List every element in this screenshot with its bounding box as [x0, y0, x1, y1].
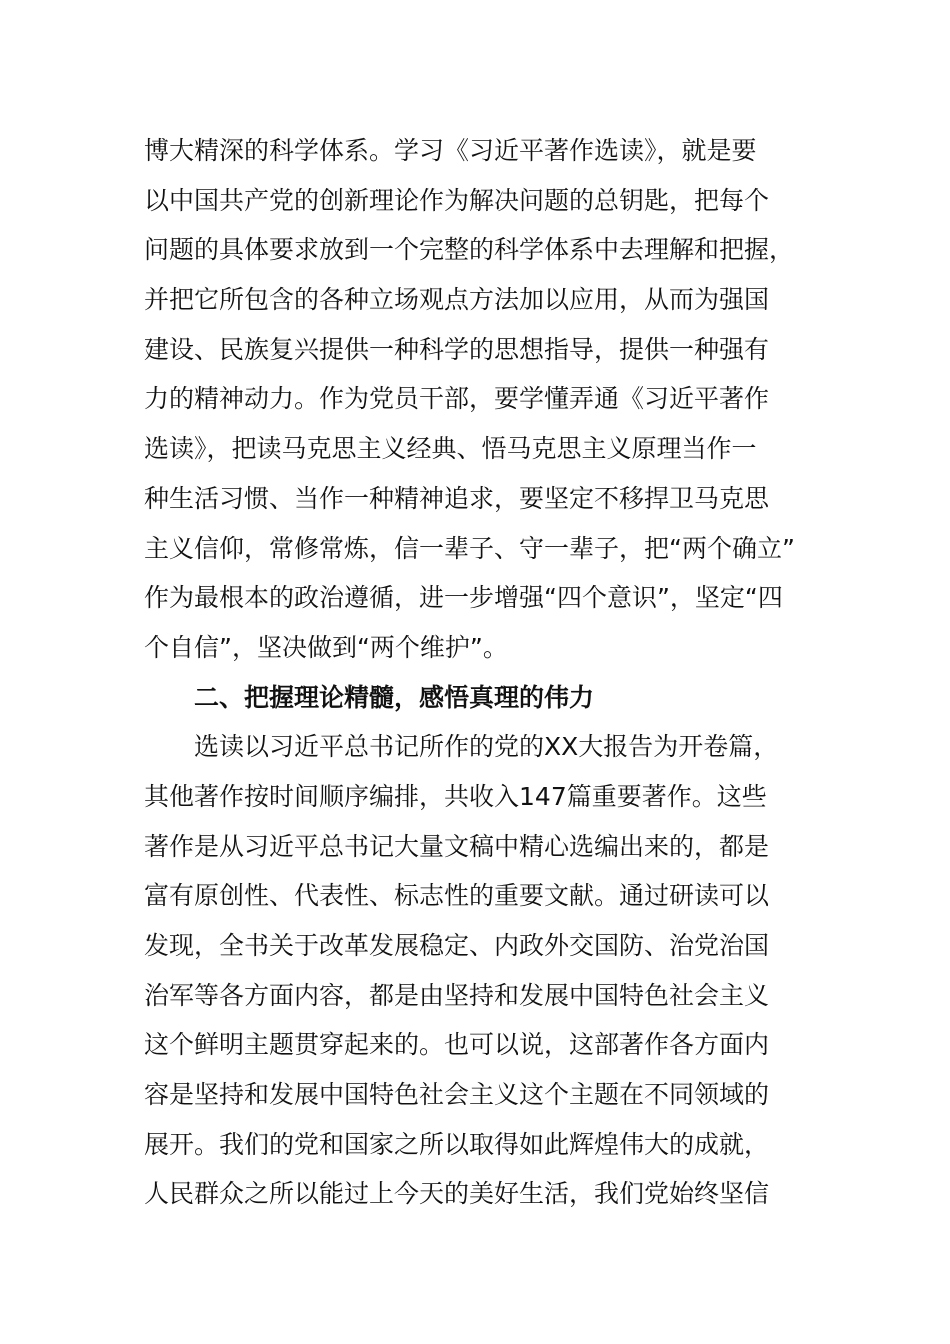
text-line: 展开。我们的党和国家之所以取得如此辉煌伟大的成就，	[144, 1129, 770, 1159]
text-line: 博大精深的科学体系。学习《习近平著作选读》，就是要	[144, 136, 757, 165]
text-line: 问题的具体要求放到一个完整的科学体系中去理解和把握，	[144, 235, 795, 265]
text-line: 发现，全书关于改革发展稳定、内政外交国防、治党治国	[144, 931, 770, 960]
text-line: 选读》，把读马克思主义经典、悟马克思主义原理当作一	[144, 434, 757, 464]
text-line: 力的精神动力。作为党员干部，要学懂弄通《习近平著作	[144, 384, 770, 414]
text-line: 以中国共产党的创新理论作为解决问题的总钥匙，把每个	[144, 185, 770, 215]
section-heading: 二、把握理论精髓，感悟真理的伟力	[194, 682, 595, 712]
text-line: 人民群众之所以能过上今天的美好生活，我们党始终坚信	[144, 1179, 770, 1209]
body-text	[144, 126, 814, 1219]
text-line: 其他著作按时间顺序编排，共收入147篇重要著作。这些	[144, 781, 767, 811]
text-line: 主义信仰，常修常炼，信一辈子、守一辈子，把“两个确立”	[144, 533, 795, 563]
text-line: 富有原创性、代表性、标志性的重要文献。通过研读可以	[144, 881, 770, 911]
text-line: 这个鲜明主题贯穿起来的。也可以说，这部著作各方面内	[144, 1030, 770, 1060]
text-line: 治军等各方面内容，都是由坚持和发展中国特色社会主义	[144, 980, 770, 1010]
text-line: 建设、民族复兴提供一种科学的思想指导，提供一种强有	[144, 334, 770, 364]
text-line: 并把它所包含的各种立场观点方法加以应用，从而为强国	[144, 285, 770, 315]
text-line: 作为最根本的政治遵循，进一步增强“四个意识”，坚定“四	[144, 583, 783, 613]
paragraph-first-line: 选读以习近平总书记所作的党的XX大报告为开卷篇，	[194, 732, 779, 762]
text-line: 种生活习惯、当作一种精神追求，要坚定不移捍卫马克思	[144, 483, 770, 513]
text-line: 著作是从习近平总书记大量文稿中精心选编出来的，都是	[144, 831, 770, 861]
text-line: 个自信”，坚决做到“两个维护”。	[144, 632, 508, 662]
text-line: 容是坚持和发展中国特色社会主义这个主题在不同领域的	[144, 1080, 770, 1110]
